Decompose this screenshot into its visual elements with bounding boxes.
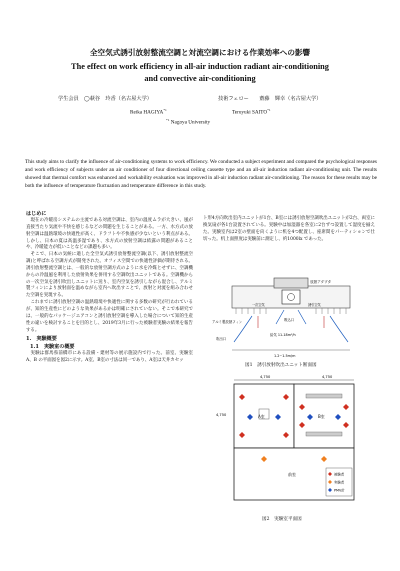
- label-fin: アルミ製放熱フィン: [212, 320, 243, 324]
- label-duct: 放熱アダプタ: [310, 280, 332, 284]
- author-right-jp: 技術フェロー 齋藤 輝幸（名古屋大学）: [218, 96, 322, 102]
- affiliation: $^{*1}$ Nagoya University: [166, 118, 211, 126]
- label-inlet: 吸込口: [284, 318, 295, 322]
- figure-1-diagram: [212, 276, 370, 360]
- label-flow-note: 給気 11-18m³/h: [270, 333, 296, 337]
- label-room-a: A室: [258, 414, 265, 419]
- heading-method: 1. 実験概要: [26, 336, 57, 343]
- left-column: [26, 210, 193, 365]
- intro-paragraph-2: そこで、日本の気候に適した全空気式誘引放射整流空調(以下、誘引放射整流空調)と呼ばれる空調方式が開発された。オフィス空間での快適性評価が期待される。誘引放射整流空調とは、一般的な放射空調方式のように水を冷媒とせずに、空調機からの冷温風を利用した放射効果を併用する空調吹出ユニットである。空調機からの一次空気を誘引吹出しユニットに送り、室内空気を誘引しながら混合し、アルミ製フィンにより放射面を温めながら室内へ吹出すことで、放射と対流を組み合わせた空調を実現する。: [26, 252, 193, 299]
- legend-pmv: PMV計: [334, 488, 345, 493]
- title-jp: 全空気式誘引放射整流空調と対流空調における作業効率への影響: [89, 48, 311, 57]
- author-left-jp: 学生会員 ◯萩谷 玲香（名古屋大学）: [58, 96, 152, 102]
- label-front-room: 前室: [288, 472, 296, 477]
- figure-2: [214, 372, 374, 508]
- label-supply-air: 一次空気: [252, 303, 265, 307]
- legend-subject: 被験者: [334, 472, 345, 477]
- right-column-text: [203, 216, 375, 243]
- dim-room-b: 4,750: [322, 375, 333, 379]
- figure-2-caption: 図2 実験室平面図: [262, 517, 302, 522]
- dim-height: 4,750: [216, 413, 227, 417]
- abstract: This study aims to clarify the influence of air-conditioning systems to work efficiency. We conducted a subject experiment and compared the psychological responses and work efficiency of subjects under an air conditioner of four directional ceiling cassette type and an all-air induction radiant air-conditioning unit. The results showed that thermal comfort was enhanced and workability evaluation was improved in all-air induction radiant air-conditioning. The reason for these results may be both the influence of temperature fluctuation and temperature difference in this study.: [25, 159, 377, 190]
- label-outlet: 吹出口: [216, 337, 227, 341]
- figure-1: [212, 276, 370, 360]
- airflow-arrows: [234, 310, 348, 342]
- heading-method-sub: 1.1 実験室の概要: [30, 344, 75, 351]
- label-width: 1.2~1.5m/m: [274, 354, 296, 358]
- figure-1-caption: 図1 誘引放射吹出ユニット断面図: [245, 363, 317, 368]
- label-room-air: 誘引空気: [308, 303, 321, 307]
- mixing-chamber: [282, 290, 300, 304]
- right-paragraph-1: ト形4方向吹出室内ユニットが1台、B室には誘引放射空調吹出ユニットが2台、両室に換気扇が各1台設置されている。実験中は加湿器を各室に2台ずつ設置して湿度を揃えた。実験室内は2室の壁面を向くように机を4つ配置し、座席間をパーティションで仕切った。机上面照度は実験前に測定し、約1000lx であった。: [203, 216, 375, 242]
- radiant-unit-1: [306, 394, 342, 398]
- author-left-en: Reika HAGIYA$^{*1}$: [130, 108, 167, 116]
- heading-introduction: はじめに: [26, 211, 47, 217]
- supply-duct: [274, 278, 308, 288]
- title-en-line2: and convective air-conditioning: [144, 74, 256, 83]
- intro-paragraph-3: これまでに誘引放射空調の温熱環境や快適性に関する多数の研究が行われているが、知的生産性にどのような効果があるかは明確にされていない。そこで本研究では、一般的なパッケージエアコンと誘引放射空調を導入した場合について知的生産性の違いを検討することを目的とし、2019年3月に行った被験者実験の結果を報告する。: [26, 300, 193, 333]
- title-en-line1: The effect on work efficiency in all-air induction radiant air-conditioning: [71, 62, 329, 71]
- author-right-en: Teruyuki SAITO$^{*1}$: [232, 108, 271, 116]
- fin-array: [236, 308, 346, 314]
- dim-room-a: 4,750: [260, 375, 271, 379]
- figure-2-floorplan: [214, 372, 374, 508]
- method-paragraph-1: 実験は群馬県前橋市にある設備・建材等の展示施設内で行った。前室、実験室A、B の平面図を図2に示す。A室、B室の寸法は同一であり、A室は天井カセッ: [26, 351, 193, 364]
- intro-paragraph-1: 現在の冷暖房システムの主流である対流空調は、室内の温度ムラが大きい、風が直接当たり気流や不快を感じるなどの問題を生じることがある。一方、水方式の放射空調は温熱環境の快適性が高く、ドラフトや不快感が少ないという利点がある。しかし、日本の夏は高温多湿であり、水方式の放射空調は結露の問題があることや、冷暖能力が低いことなどの課題も多い。: [26, 218, 193, 251]
- radiant-unit-2: [306, 432, 342, 436]
- legend-experimenter: 実験者: [334, 480, 345, 485]
- label-room-b: B室: [318, 414, 325, 419]
